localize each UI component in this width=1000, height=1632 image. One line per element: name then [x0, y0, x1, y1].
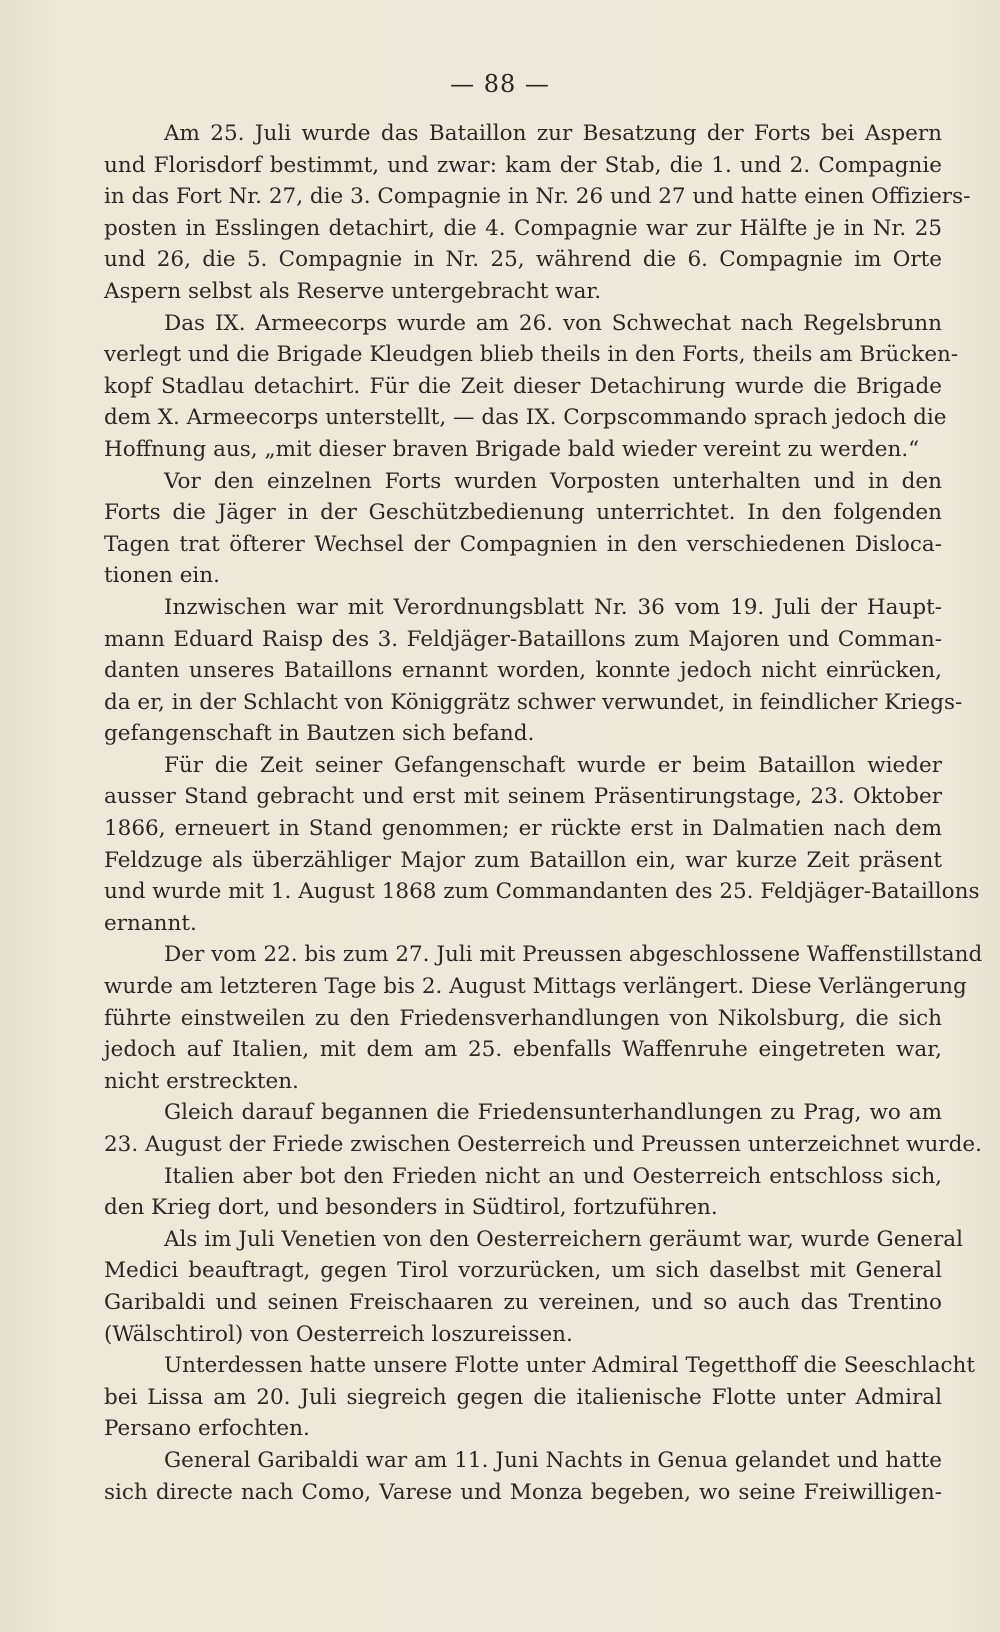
- text-line: gefangenschaft in Bautzen sich befand.: [104, 721, 535, 747]
- text-line: da er, in der Schlacht von Königgrätz schwer verwundet, in feindlicher Kriegs-: [104, 689, 963, 715]
- text-line: Persano erfochten.: [104, 1416, 310, 1442]
- text-line: Aspern selbst als Reserve untergebracht war.: [104, 278, 602, 304]
- text-line: tionen ein.: [104, 563, 220, 589]
- text-line: dem X. Armeecorps unterstellt, — das IX. Corpscommando sprach jedoch die: [104, 405, 947, 431]
- text-line: Medici beauftragt, gegen Tirol vorzurücken, um sich daselbst mit General: [104, 1258, 942, 1284]
- text-line: danten unseres Bataillons ernannt worden, konnte jedoch nicht einrücken,: [104, 658, 942, 684]
- text-line: führte einstweilen zu den Friedensverhandlungen von Nikolsburg, die sich: [104, 1005, 942, 1031]
- text-line: Tagen trat öfterer Wechsel der Compagnien in den verschiedenen Disloca-: [104, 531, 942, 557]
- text-line: Das IX. Armeecorps wurde am 26. von Schwechat nach Regelsbrunn: [164, 310, 942, 336]
- text-line: verlegt und die Brigade Kleudgen blieb theils in den Forts, theils am Brücken-: [104, 342, 959, 368]
- text-line: mann Eduard Raisp des 3. Feldjäger-Bataillons zum Majoren und Comman-: [104, 626, 942, 652]
- text-line: Italien aber bot den Frieden nicht an und Oesterreich entschloss sich,: [164, 1163, 942, 1189]
- text-line: Vor den einzelnen Forts wurden Vorposten unterhalten und in den: [164, 468, 942, 494]
- text-line: den Krieg dort, und besonders in Südtirol, fortzuführen.: [104, 1195, 718, 1221]
- text-line: ausser Stand gebracht und erst mit seinem Präsentirungstage, 23. Oktober: [104, 784, 942, 810]
- text-line: Der vom 22. bis zum 27. Juli mit Preussen abgeschlossene Waffenstillstand: [164, 942, 983, 968]
- text-line: General Garibaldi war am 11. Juni Nachts in Genua gelandet und hatte: [164, 1447, 942, 1473]
- text-line: Als im Juli Venetien von den Oesterreichern geräumt war, wurde General: [164, 1226, 963, 1252]
- text-line: Inzwischen war mit Verordnungsblatt Nr. 36 vom 19. Juli der Haupt-: [164, 594, 942, 620]
- text-line: Forts die Jäger in der Geschützbedienung unterrichtet. In den folgenden: [104, 500, 942, 526]
- text-line: posten in Esslingen detachirt, die 4. Compagnie war zur Hälfte je in Nr. 25: [104, 215, 942, 241]
- text-line: Garibaldi und seinen Freischaaren zu vereinen, und so auch das Trentino: [104, 1289, 942, 1315]
- text-line: wurde am letzteren Tage bis 2. August Mittags verlängert. Diese Verlängerung: [104, 974, 967, 1000]
- body-text: [104, 118, 983, 1508]
- text-line: nicht erstreckten.: [104, 1068, 299, 1094]
- page-number: — 88 —: [450, 70, 550, 98]
- text-line: kopf Stadlau detachirt. Für die Zeit dieser Detachirung wurde die Brigade: [104, 373, 942, 399]
- text-line: und 26, die 5. Compagnie in Nr. 25, während die 6. Compagnie im Orte: [104, 247, 942, 273]
- text-line: sich directe nach Como, Varese und Monza begeben, wo seine Freiwilligen-: [104, 1479, 942, 1505]
- text-line: bei Lissa am 20. Juli siegreich gegen die italienische Flotte unter Admiral: [104, 1384, 942, 1410]
- text-line: Unterdessen hatte unsere Flotte unter Admiral Tegetthoff die Seeschlacht: [164, 1353, 976, 1379]
- text-line: Für die Zeit seiner Gefangenschaft wurde er beim Bataillon wieder: [164, 752, 942, 778]
- text-line: Hoffnung aus, „mit dieser braven Brigade bald wieder vereint zu werden.“: [104, 436, 920, 462]
- text-line: (Wälschtirol) von Oesterreich loszureissen.: [104, 1321, 573, 1347]
- text-line: Feldzuge als überzähliger Major zum Bataillon ein, war kurze Zeit präsent: [104, 847, 942, 873]
- text-line: 1866, erneuert in Stand genommen; er rückte erst in Dalmatien nach dem: [104, 816, 942, 842]
- text-line: 23. August der Friede zwischen Oesterreich und Preussen unterzeichnet wurde.: [104, 1132, 982, 1157]
- text-line: jedoch auf Italien, mit dem am 25. ebenfalls Waffenruhe eingetreten war,: [104, 1037, 942, 1063]
- text-line: in das Fort Nr. 27, die 3. Compagnie in Nr. 26 und 27 und hatte einen Offiziers-: [104, 184, 971, 210]
- text-line: Am 25. Juli wurde das Bataillon zur Besatzung der Forts bei Aspern: [164, 121, 942, 146]
- text-line: ernannt.: [104, 910, 197, 936]
- text-line: Gleich darauf begannen die Friedensunterhandlungen zu Prag, wo am: [164, 1100, 942, 1126]
- text-line: und wurde mit 1. August 1868 zum Commandanten des 25. Feldjäger-Bataillons: [104, 879, 980, 905]
- text-line: und Florisdorf bestimmt, und zwar: kam der Stab, die 1. und 2. Compagnie: [104, 152, 942, 178]
